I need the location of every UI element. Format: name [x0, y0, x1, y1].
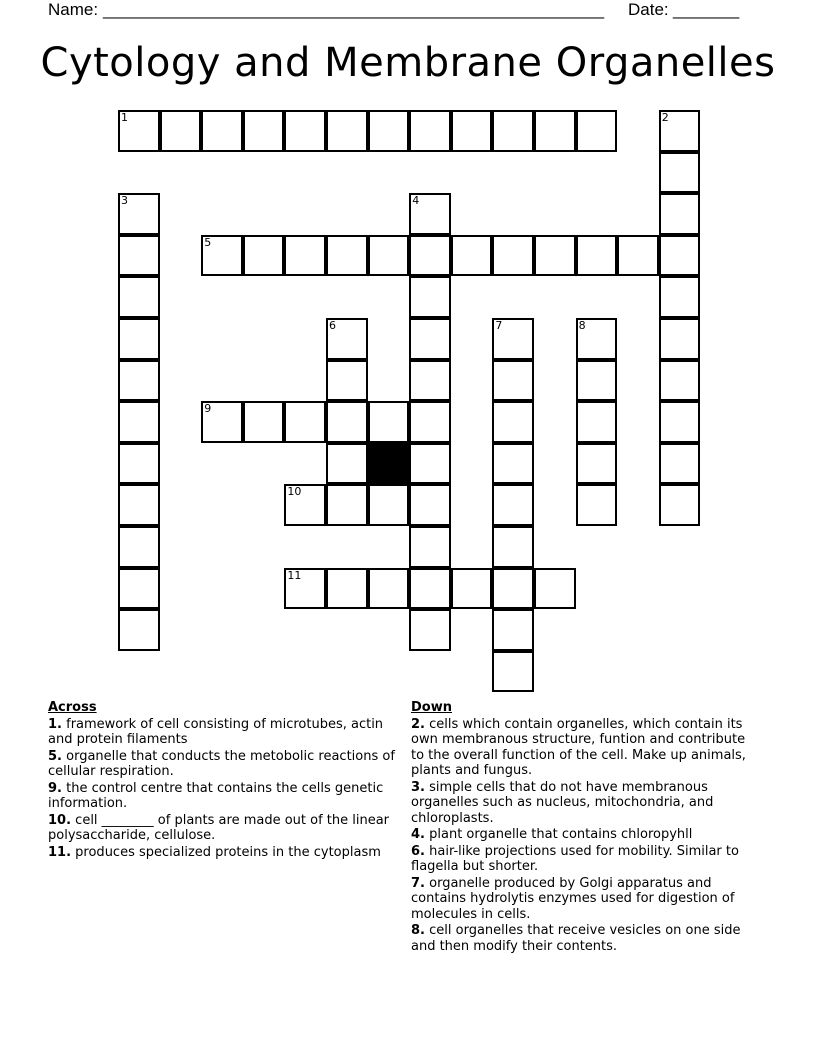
grid-cell[interactable] — [492, 360, 534, 402]
grid-cell[interactable] — [409, 360, 451, 402]
grid-cell[interactable] — [492, 526, 534, 568]
grid-cell[interactable] — [659, 235, 701, 277]
clue-text: organelle produced by Golgi apparatus and contains hydrolytis enzymes used for digestion of molecules in cells. — [411, 875, 735, 922]
grid-cell[interactable] — [368, 110, 410, 152]
grid-cell[interactable] — [576, 318, 618, 360]
grid-cell[interactable] — [118, 110, 160, 152]
grid-cell[interactable] — [576, 443, 618, 485]
grid-cell[interactable] — [326, 443, 368, 485]
clue-text: the control centre that contains the cells genetic information. — [48, 780, 384, 811]
grid-cell[interactable] — [118, 193, 160, 235]
grid-cell[interactable] — [409, 609, 451, 651]
grid-cell[interactable] — [368, 484, 410, 526]
down-clues — [411, 700, 761, 955]
grid-cell[interactable] — [534, 110, 576, 152]
grid-cell[interactable] — [409, 193, 451, 235]
clue-text: organelle that conducts the metobolic reactions of cellular respiration. — [48, 748, 395, 779]
cell-number: 7 — [495, 319, 503, 332]
grid-cell[interactable] — [326, 318, 368, 360]
blocked-cell — [368, 443, 410, 485]
grid-cell[interactable] — [284, 484, 326, 526]
grid-cell[interactable] — [368, 401, 410, 443]
grid-cell[interactable] — [617, 235, 659, 277]
grid-cell[interactable] — [409, 318, 451, 360]
grid-cell[interactable] — [326, 484, 368, 526]
clue-across-9 — [48, 781, 398, 812]
across-clues — [48, 700, 398, 861]
date-line: _______ — [673, 0, 740, 19]
grid-cell[interactable] — [576, 110, 618, 152]
grid-cell[interactable] — [118, 276, 160, 318]
name-line: _____________________________________________________ — [103, 0, 605, 19]
grid-cell[interactable] — [326, 568, 368, 610]
clue-text: cell ________ of plants are made out of the linear polysaccharide, cellulose. — [48, 812, 390, 843]
clue-across-11 — [48, 845, 398, 861]
grid-cell[interactable] — [492, 401, 534, 443]
name-label: Name: — [48, 0, 99, 19]
clue-down-2 — [411, 717, 761, 779]
grid-cell[interactable] — [118, 235, 160, 277]
grid-cell[interactable] — [326, 110, 368, 152]
grid-cell[interactable] — [492, 110, 534, 152]
grid-cell[interactable] — [409, 526, 451, 568]
cell-number: 3 — [121, 194, 128, 208]
grid-cell[interactable] — [409, 484, 451, 526]
grid-cell[interactable] — [409, 568, 451, 610]
clue-number: 1. — [48, 716, 62, 732]
grid-cell[interactable] — [576, 235, 618, 277]
grid-cell[interactable] — [326, 235, 368, 277]
grid-cell[interactable] — [368, 235, 410, 277]
grid-cell[interactable] — [659, 484, 701, 526]
clue-across-5 — [48, 749, 398, 780]
page-title: Cytology and Membrane Organelles — [40, 40, 776, 86]
grid-cell[interactable] — [659, 318, 701, 360]
grid-cell[interactable] — [284, 401, 326, 443]
clue-down-7 — [411, 876, 761, 923]
grid-cell[interactable] — [492, 651, 534, 693]
grid-cell[interactable] — [492, 443, 534, 485]
grid-cell[interactable] — [576, 401, 618, 443]
grid-cell[interactable] — [659, 193, 701, 235]
clue-down-8 — [411, 923, 761, 954]
grid-cell[interactable] — [492, 235, 534, 277]
grid-cell[interactable] — [409, 276, 451, 318]
grid-cell[interactable] — [492, 318, 534, 360]
cell-number: 11 — [287, 568, 302, 582]
grid-cell[interactable] — [243, 235, 285, 277]
grid-cell[interactable] — [201, 401, 243, 443]
clue-text: hair-like projections used for mobility. Similar to flagella but shorter. — [411, 843, 739, 874]
grid-cell[interactable] — [284, 568, 326, 610]
clue-number: 3. — [411, 779, 425, 795]
grid-cell[interactable] — [326, 401, 368, 443]
grid-cell[interactable] — [409, 110, 451, 152]
grid-cell[interactable] — [118, 360, 160, 402]
clue-down-3 — [411, 780, 761, 827]
grid-cell[interactable] — [118, 443, 160, 485]
clue-text: cell organelles that receive vesicles on one side and then modify their contents. — [411, 923, 741, 954]
grid-cell[interactable] — [659, 276, 701, 318]
grid-cell[interactable] — [576, 360, 618, 402]
grid-cell[interactable] — [492, 609, 534, 651]
grid-cell[interactable] — [659, 401, 701, 443]
grid-cell[interactable] — [409, 443, 451, 485]
cell-number: 2 — [661, 111, 669, 124]
grid-cell[interactable] — [409, 401, 451, 443]
grid-cell[interactable] — [160, 110, 202, 152]
clue-down-4 — [411, 827, 761, 843]
clue-text: simple cells that do not have membranous organelles such as nucleus, mitochondria, and chloroplasts. — [411, 779, 714, 826]
grid-cell[interactable] — [451, 110, 493, 152]
clue-number: 2. — [411, 716, 425, 732]
cell-number: 6 — [329, 319, 336, 332]
grid-cell[interactable] — [576, 484, 618, 526]
clue-text: plant organelle that contains chloropyhll — [429, 827, 693, 842]
grid-cell[interactable] — [284, 235, 326, 277]
down-heading: Down — [411, 700, 452, 715]
grid-cell[interactable] — [118, 526, 160, 568]
clue-down-6 — [411, 844, 761, 875]
cell-number: 8 — [578, 319, 586, 332]
grid-cell[interactable] — [534, 568, 576, 610]
clue-text: cells which contain organelles, which contain its own membranous structure, funtion and contribute to the overall function of the cell. Make up animals, plants and fungus. — [411, 716, 746, 778]
grid-cell[interactable] — [451, 568, 493, 610]
clue-across-1 — [48, 717, 398, 748]
grid-cell[interactable] — [118, 484, 160, 526]
clue-number: 8. — [411, 923, 425, 938]
grid-cell[interactable] — [534, 235, 576, 277]
cell-number: 4 — [412, 194, 420, 208]
grid-cell[interactable] — [451, 235, 493, 277]
grid-cell[interactable] — [409, 235, 451, 277]
clue-number: 10. — [48, 812, 72, 828]
grid-cell[interactable] — [201, 235, 243, 277]
clue-number: 7. — [411, 875, 425, 891]
grid-cell[interactable] — [118, 568, 160, 610]
grid-cell[interactable] — [243, 110, 285, 152]
grid-cell[interactable] — [118, 318, 160, 360]
clue-text: produces specialized proteins in the cytoplasm — [75, 844, 381, 860]
grid-cell[interactable] — [659, 110, 701, 152]
cell-number: 1 — [121, 111, 128, 124]
grid-cell[interactable] — [326, 360, 368, 402]
across-heading: Across — [48, 700, 97, 715]
clue-number: 4. — [411, 827, 425, 842]
grid-cell[interactable] — [492, 484, 534, 526]
grid-cell[interactable] — [659, 152, 701, 194]
grid-cell[interactable] — [368, 568, 410, 610]
grid-cell[interactable] — [243, 401, 285, 443]
grid-cell[interactable] — [201, 110, 243, 152]
clue-across-10 — [48, 813, 398, 844]
grid-cell[interactable] — [118, 401, 160, 443]
clue-text: framework of cell consisting of microtubes, actin and protein filaments — [48, 716, 384, 747]
clue-number: 11. — [48, 844, 72, 860]
date-label: Date: — [628, 0, 669, 19]
cell-number: 10 — [287, 485, 302, 499]
clue-number: 5. — [48, 748, 62, 764]
clue-number: 9. — [48, 780, 62, 796]
clue-number: 6. — [411, 843, 425, 859]
grid-cell[interactable] — [659, 360, 701, 402]
grid-cell[interactable] — [492, 568, 534, 610]
grid-cell[interactable] — [659, 443, 701, 485]
cell-number: 9 — [204, 402, 212, 416]
grid-cell[interactable] — [118, 609, 160, 651]
cell-number: 5 — [204, 235, 212, 249]
grid-cell[interactable] — [284, 110, 326, 152]
